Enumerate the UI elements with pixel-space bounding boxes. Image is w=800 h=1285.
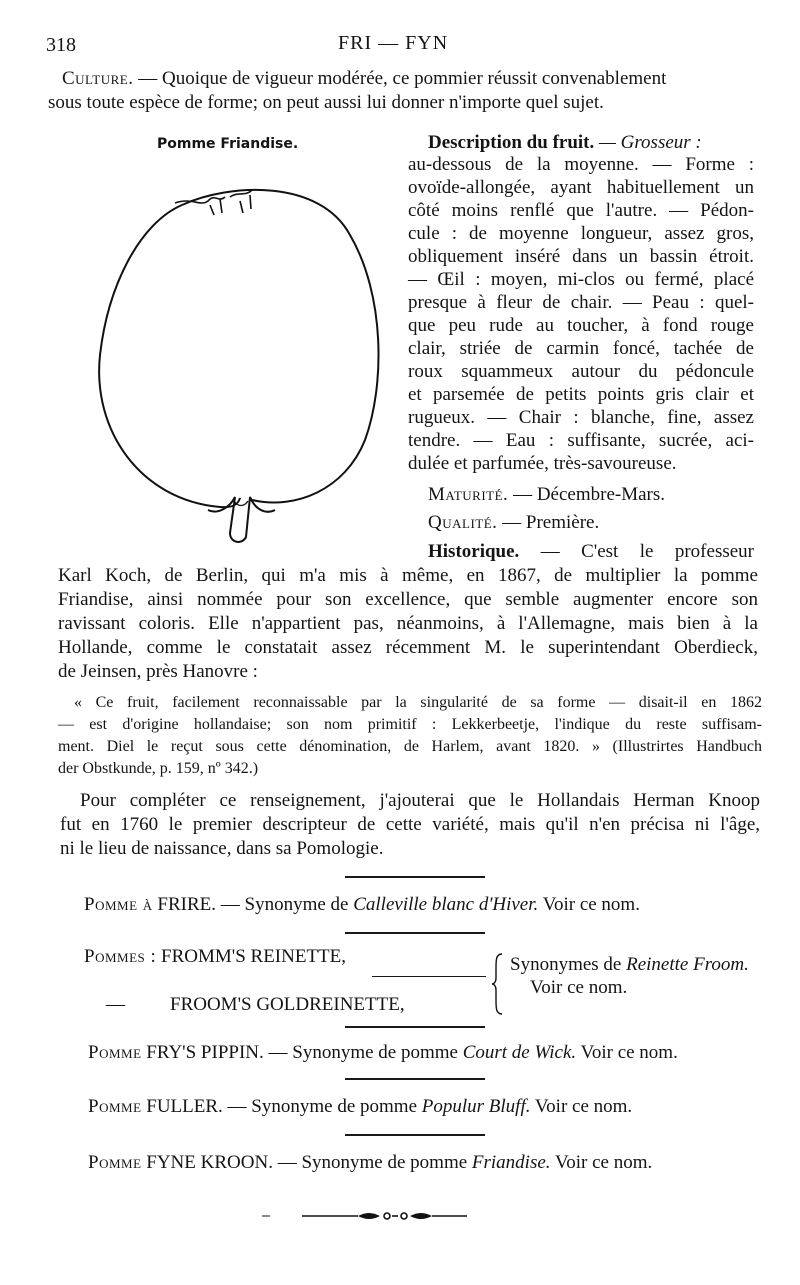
culture-text-line2: sous toute espèce de forme; on peut aussi lui donner n'importe quel sujet.	[48, 92, 604, 113]
culture-paragraph	[62, 68, 752, 90]
entry-text: — Synonyme de pomme	[263, 1042, 463, 1063]
history-heading-line	[428, 541, 754, 563]
culture-text-line1: — Quoique de vigueur modérée, ce pommier réussit convenablement	[133, 68, 667, 89]
separator-rule	[345, 1078, 485, 1080]
entry-name: FRIRE.	[157, 894, 217, 915]
quote-line: ment. Diel le reçut sous cette dénomination, de Harlem, avant 1820. » (Illustrirtes Handbuch	[58, 738, 762, 755]
entry-text: — Synonyme de	[216, 894, 354, 915]
quality-line	[428, 512, 599, 534]
entry-ref: Calleville blanc d'Hiver.	[353, 894, 539, 915]
description-heading-line	[428, 132, 754, 154]
brace	[492, 952, 506, 1016]
entry-fromm-synonym	[510, 954, 749, 976]
entry-prefix: Pomme à	[84, 894, 153, 915]
entry-ref: Friandise.	[471, 1152, 551, 1173]
separator-rule	[345, 1026, 485, 1028]
description-line: tendre. — Eau : suffisante, sucrée, aci-	[408, 430, 754, 451]
entry-prefix: Pomme	[88, 1152, 142, 1173]
entry-ref: Populur Bluff.	[421, 1096, 531, 1117]
entry-prefix: Pomme	[88, 1042, 142, 1063]
entry-frire	[84, 894, 640, 916]
entry-tail: Voir ce nom.	[538, 894, 640, 915]
maturity-value: — Décembre-Mars.	[508, 484, 665, 505]
description-line-0: — Grosseur :	[594, 132, 702, 153]
complement-line: Pour compléter ce renseignement, j'ajouterai que le Hollandais Herman Knoop	[80, 790, 760, 811]
history-line: Hollande, comme le constatait assez récemment M. le superintendant Oberdieck,	[58, 637, 758, 658]
history-line: de Jeinsen, près Hanovre :	[58, 661, 258, 682]
ornament-rule	[262, 1208, 472, 1224]
entry-fuller	[88, 1096, 632, 1118]
separator-rule	[345, 932, 485, 934]
quote-line: der Obstkunde, p. 159, nº 342.)	[58, 760, 259, 777]
entry-frys	[88, 1042, 678, 1064]
entry-name: FROMM'S REINETTE,	[161, 946, 347, 967]
underline-rule	[372, 976, 486, 977]
quote-line: « Ce fruit, facilement reconnaissable par la singularité de sa forme — disait-il en 1862	[74, 694, 762, 711]
figure-caption: Pomme Friandise.	[157, 136, 299, 152]
history-line: Karl Koch, de Berlin, qui m'a mis à même, en 1867, de multiplier la pomme	[58, 565, 758, 586]
description-line: rugueux. — Chair : blanche, fine, assez	[408, 407, 754, 428]
description-line: obliquement inséré dans un bassin étroit.	[408, 246, 754, 267]
description-line: que peu rude au toucher, à fond rouge	[408, 315, 754, 336]
culture-label: Culture.	[62, 68, 134, 89]
separator-rule	[345, 1134, 485, 1136]
entry-prefix: Pomme	[88, 1096, 142, 1117]
page-number: 318	[46, 34, 76, 56]
description-line: presque à fleur de chair. — Peau : quel-	[408, 292, 754, 313]
entry-text: — Synonyme de pomme	[222, 1096, 422, 1117]
entry-name: FULLER.	[146, 1096, 223, 1117]
entry-prefix: Pommes :	[84, 946, 157, 967]
description-line: dulée et parfumée, très-savoureuse.	[408, 453, 677, 474]
entry-tail: Voir ce nom.	[530, 1096, 633, 1117]
quality-value: — Première.	[497, 512, 600, 533]
description-heading: Description du fruit.	[428, 132, 595, 153]
complement-line: ni le lieu de naissance, dans sa Pomologie.	[60, 838, 384, 859]
entry-ref: Court de Wick.	[462, 1042, 577, 1063]
separator-rule	[345, 876, 485, 878]
entry-ref: Reinette Froom.	[626, 954, 749, 975]
description-line: — Œil : moyen, mi-clos ou fermé, placé	[408, 269, 754, 290]
quality-label: Qualité.	[428, 512, 498, 533]
entry-tail: Voir ce nom.	[550, 1152, 653, 1173]
history-heading: Historique.	[428, 541, 520, 562]
history-line-0: — C'est le professeur	[519, 541, 754, 562]
complement-line: fut en 1760 le premier descripteur de cette variété, mais qu'il n'en précisa ni l'âge,	[60, 814, 760, 835]
entry-fromm-dash: —	[106, 994, 125, 1015]
running-title: FRI — FYN	[338, 32, 449, 54]
description-line: roux squammeux autour du pédoncule	[408, 361, 754, 382]
history-line: ravissant coloris. Elle n'appartient pas, néanmoins, à l'Allemagne, mais bien à la	[58, 613, 758, 634]
entry-name: FYNE KROON.	[146, 1152, 273, 1173]
entry-fromm-2: FROOM'S GOLDREINETTE,	[170, 994, 405, 1015]
apple-illustration	[80, 175, 400, 555]
maturity-label: Maturité.	[428, 484, 509, 505]
entry-fromm-tail: Voir ce nom.	[530, 977, 628, 998]
description-line: cule : de moyenne longueur, assez gros,	[408, 223, 754, 244]
description-line: au-dessous de la moyenne. — Forme :	[408, 154, 754, 175]
quote-line: — est d'origine hollandaise; son nom primitif : Lekkerbeetje, l'indique du reste suffisam-	[58, 716, 762, 733]
entry-syn: Synonymes de	[510, 954, 627, 975]
description-line: ovoïde-allongée, ayant habituellement un	[408, 177, 754, 198]
entry-fyne	[88, 1152, 652, 1174]
entry-tail: Voir ce nom.	[576, 1042, 678, 1063]
description-line: clair, striée de carmin foncé, tachée de	[408, 338, 754, 359]
maturity-line	[428, 484, 665, 506]
description-line: côté moins renflé que l'autre. — Pédon-	[408, 200, 754, 221]
entry-text: — Synonyme de pomme	[272, 1152, 472, 1173]
history-line: Friandise, ainsi nommée pour son excellence, que semble augmenter encore son	[58, 589, 758, 610]
description-line: et parsemée de petits points gris clair et	[408, 384, 754, 405]
entry-fromm-1	[84, 946, 346, 968]
entry-name: FRY'S PIPPIN.	[146, 1042, 264, 1063]
